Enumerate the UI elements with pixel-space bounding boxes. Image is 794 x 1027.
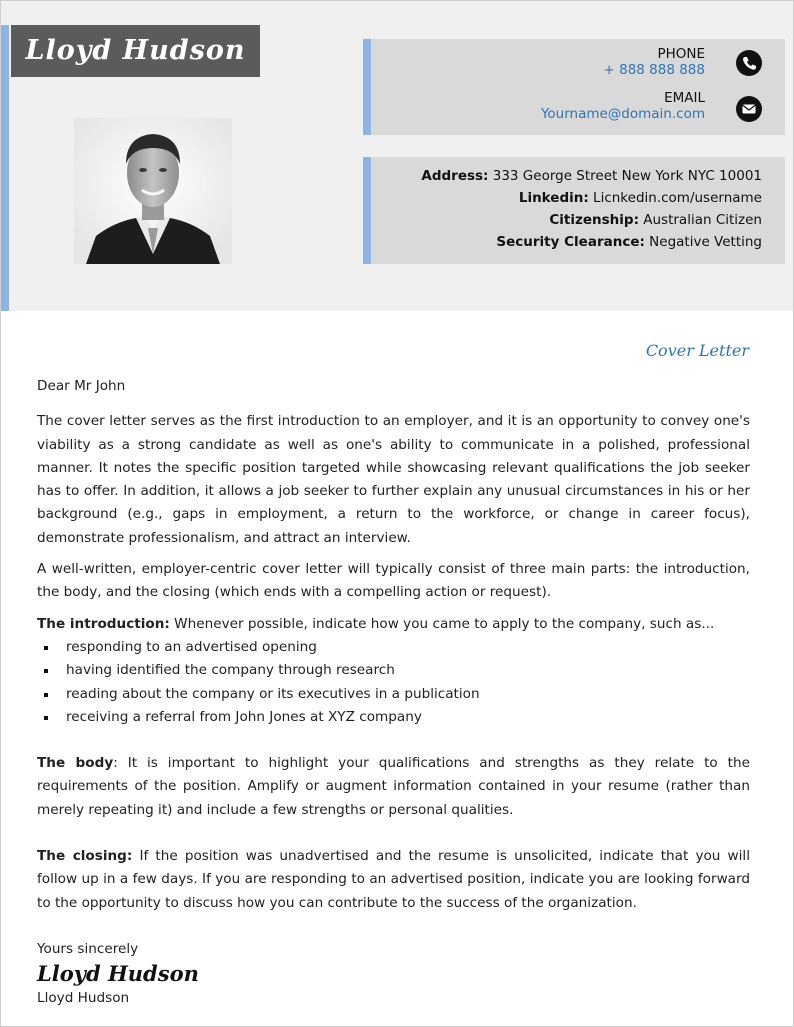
handwritten-signature: Lloyd Hudson — [37, 961, 199, 987]
address-line — [421, 168, 762, 184]
cover-letter-title: Cover Letter — [645, 341, 749, 360]
body-text: : It is important to highlight your qualifications and strengths as they relate to the requirements of the position. Amplify or augment information contained in your resume (rather than merely repeating it) and include a few strengths or personal qualities. — [37, 755, 750, 818]
phone-number: + 888 888 888 — [603, 62, 705, 78]
header-band — [1, 1, 793, 311]
paragraph-2: A well-written, employer-centric cover letter will typically consist of three main parts: the introduction, the body, and the closing (which ends with a compelling action or request). — [37, 561, 750, 601]
phone-icon — [736, 50, 762, 76]
candidate-name: Lloyd Hudson — [25, 35, 246, 66]
spacer — [37, 915, 750, 938]
clearance-value: Negative Vetting — [644, 234, 762, 250]
name-banner — [11, 25, 260, 77]
closing-label: The closing: — [37, 848, 133, 865]
clearance-label: Security Clearance: — [496, 234, 645, 250]
spacer — [37, 729, 750, 752]
list-item: having identified the company through research — [37, 659, 750, 682]
contact-panel — [363, 39, 785, 135]
linkedin-line — [519, 190, 762, 206]
email-label: EMAIL — [664, 90, 705, 106]
introduction-bullet-list — [37, 636, 750, 729]
body-paragraph — [37, 752, 750, 822]
address-label: Address: — [421, 168, 489, 184]
clearance-line — [496, 234, 762, 250]
linkedin-label: Linkedin: — [518, 190, 589, 206]
paragraph-1: The cover letter serves as the first introduction to an employer, and it is an opportunity to convey one's viability as a strong candidate as well as one's ability to communicate in a polished, professional manner. It notes the specific position targeted while showcasing relevant qualifications the job seeker has to offer. In addition, it allows a job seeker to further explain any unusual circumstances in his or her background (e.g., gaps in employment, a return to the workforce, or change in career focus), demonstrate professionalism, and attract an interview. — [37, 413, 750, 546]
person-portrait-image — [74, 118, 232, 264]
letter-body — [37, 375, 750, 1011]
details-panel — [363, 157, 785, 264]
citizenship-label: Citizenship: — [549, 212, 639, 228]
linkedin-value[interactable]: Licnkedin.com/username — [588, 190, 762, 206]
closing-text: If the position was unadvertised and the resume is unsolicited, indicate that you will follow up in a few days. If you are responding to an advertised position, indicate you are looking forward to the opportunity to discuss how you can contribute to the success of the organization. — [37, 848, 750, 911]
phone-label: PHONE — [657, 46, 705, 62]
address-value: 333 George Street New York NYC 10001 — [488, 168, 762, 184]
panel-accent-bar — [363, 157, 371, 264]
panel-accent-bar — [363, 39, 371, 135]
list-item: receiving a referral from John Jones at XYZ company — [37, 706, 750, 729]
citizenship-line — [549, 212, 762, 228]
body-label: The body — [37, 755, 114, 772]
email-address[interactable]: Yourname@domain.com — [540, 106, 705, 122]
list-item: responding to an advertised opening — [37, 636, 750, 659]
list-item: reading about the company or its executives in a publication — [37, 683, 750, 706]
citizenship-value: Australian Citizen — [638, 212, 762, 228]
left-accent-bar — [1, 25, 9, 311]
spacer — [37, 822, 750, 845]
introduction-label: The introduction: — [37, 615, 170, 632]
envelope-icon — [736, 96, 762, 122]
profile-photo — [74, 118, 232, 264]
introduction-text: Whenever possible, indicate how you came to apply to the company, such as... — [169, 615, 715, 632]
closing-paragraph — [37, 845, 750, 915]
printed-name: Lloyd Hudson — [37, 990, 130, 1007]
introduction-paragraph — [37, 613, 750, 636]
signoff: Yours sincerely — [37, 940, 139, 957]
greeting: Dear Mr John — [37, 378, 126, 394]
